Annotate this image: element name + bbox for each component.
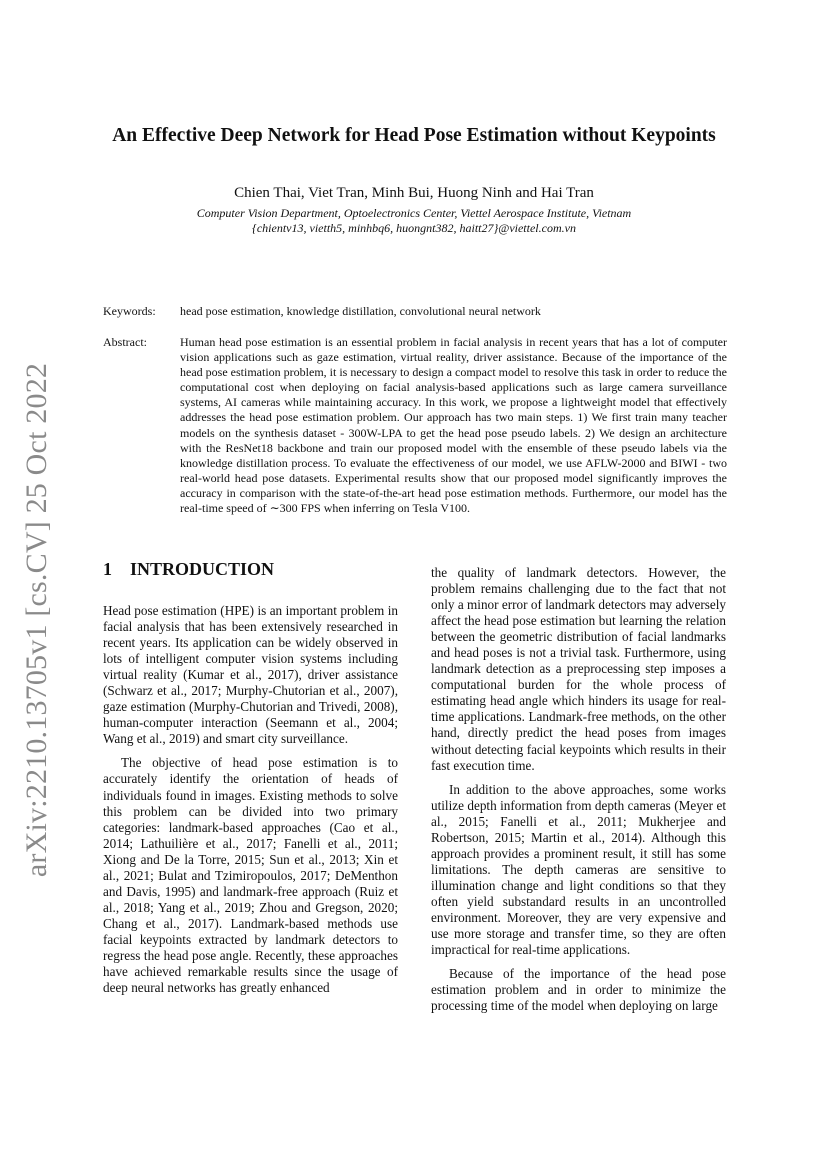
- intro-paragraph-4: In addition to the above approaches, some works utilize depth information from depth cameras (Meyer et al., 2015; Fanelli et al., 2011; Mukherjee and Robertson, 2015; Martin et al., 2014). Although this approach provides a prominent result, it still has some limitations. The depth cameras are sensitive to illumination change and light conditions so that they often yield substandard results in an uncontrolled environment. Moreover, they are very expensive and use more storage and transfer time, so they are often impractical for real-time applications.: [431, 781, 726, 958]
- affiliation: Computer Vision Department, Optoelectronics Center, Viettel Aerospace Institute, Vietnam: [196, 206, 632, 220]
- intro-paragraph-1: Head pose estimation (HPE) is an important problem in facial analysis that has been extensively researched in recent years. Its application can be widely observed in lots of intelligent computer vision systems including virtual reality (Kumar et al., 2017), driver assistance (Schwarz et al., 2017; Murphy-Chutorian et al., 2007), gaze estimation (Murphy-Chutorian and Trivedi, 2008), human-computer interaction (Seemann et al., 2004; Wang et al., 2019) and smart city surveillance.: [103, 603, 398, 747]
- intro-paragraph-2: The objective of head pose estimation is to accurately identify the orientation of heads of individuals found in images. Existing methods to solve this problem can be divided into two primary categories: landmark-based approaches (Cao et al., 2014; Lathuilière et al., 2017; Fanelli et al., 2011; Xiong and De la Torre, 2015; Sun et al., 2013; Xin et al., 2021; Bulat and Tzimiropoulos, 2017; DeMenthon and Davis, 1995) and landmark-free approach (Ruiz et al., 2018; Yang et al., 2019; Zhou and Gregson, 2020; Chang et al., 2017). Landmark-based methods use facial keypoints extracted by landmark detectors to regress the head pose angle. Recently, these approaches have achieved remarkable results since the usage of deep neural networks has greatly enhanced: [103, 755, 398, 996]
- keywords-text: head pose estimation, knowledge distillation, convolutional neural network: [180, 304, 541, 318]
- author-list: Chien Thai, Viet Tran, Minh Bui, Huong Ninh and Hai Tran: [234, 185, 594, 201]
- paper-title: An Effective Deep Network for Head Pose Estimation without Keypoints: [112, 125, 716, 146]
- section-number: 1: [103, 559, 112, 579]
- author-emails: {chientv13, vietth5, minhbq6, huongnt382, haitt27}@viettel.com.vn: [252, 221, 576, 235]
- section-heading-introduction: [103, 559, 274, 580]
- keywords-label: Keywords:: [103, 304, 156, 318]
- abstract-label: Abstract:: [103, 335, 147, 349]
- section-title: INTRODUCTION: [130, 559, 275, 579]
- left-column: [103, 603, 398, 1004]
- intro-paragraph-5: Because of the importance of the head pose estimation problem and in order to minimize the processing time of the model when deploying on large: [431, 966, 726, 1014]
- intro-paragraph-3: the quality of landmark detectors. However, the problem remains challenging due to the fact that not only a minor error of landmark detectors may adversely affect the head pose estimation but learning the relation between the geometric distribution of facial landmarks and head poses is not a trivial task. Furthermore, using landmark detection as a preprocessing step imposes a computational burden for the whole process of estimating head angle which hinders its usage for real-time applications. Landmark-free methods, on the other hand, directly predict the head poses from images without detecting facial keypoints which results in their fast execution time.: [431, 565, 726, 773]
- arxiv-identifier: arXiv:2210.13705v1 [cs.CV] 25 Oct 2022: [20, 362, 53, 878]
- abstract-text: Human head pose estimation is an essential problem in facial analysis in recent years that has a lot of computer vision applications such as gaze estimation, virtual reality, driver assistance. Because of the importance of the head pose estimation problem, it is necessary to design a compact model to resolve this task in order to reduce the computational cost when deploying on facial analysis-based applications such as large camera surveillance systems, AI cameras while maintaining accuracy. In this work, we propose a lightweight model that effectively addresses the head pose estimation problem. Our approach has two main steps. 1) We first train many teacher models on the synthesis dataset - 300W-LPA to get the head pose pseudo labels. 2) We design an architecture with the ResNet18 backbone and train our proposed model with the ensemble of these pseudo labels via the knowledge distillation process. To evaluate the effectiveness of our model, we use AFLW-2000 and BIWI - two real-world head pose datasets. Experimental results show that our proposed model significantly improves the accuracy in comparison with the state-of-the-art head pose estimation methods. Furthermore, our model has the real-time speed of ∼300 FPS when inferring on Tesla V100.: [180, 335, 727, 516]
- right-column: [431, 565, 726, 1022]
